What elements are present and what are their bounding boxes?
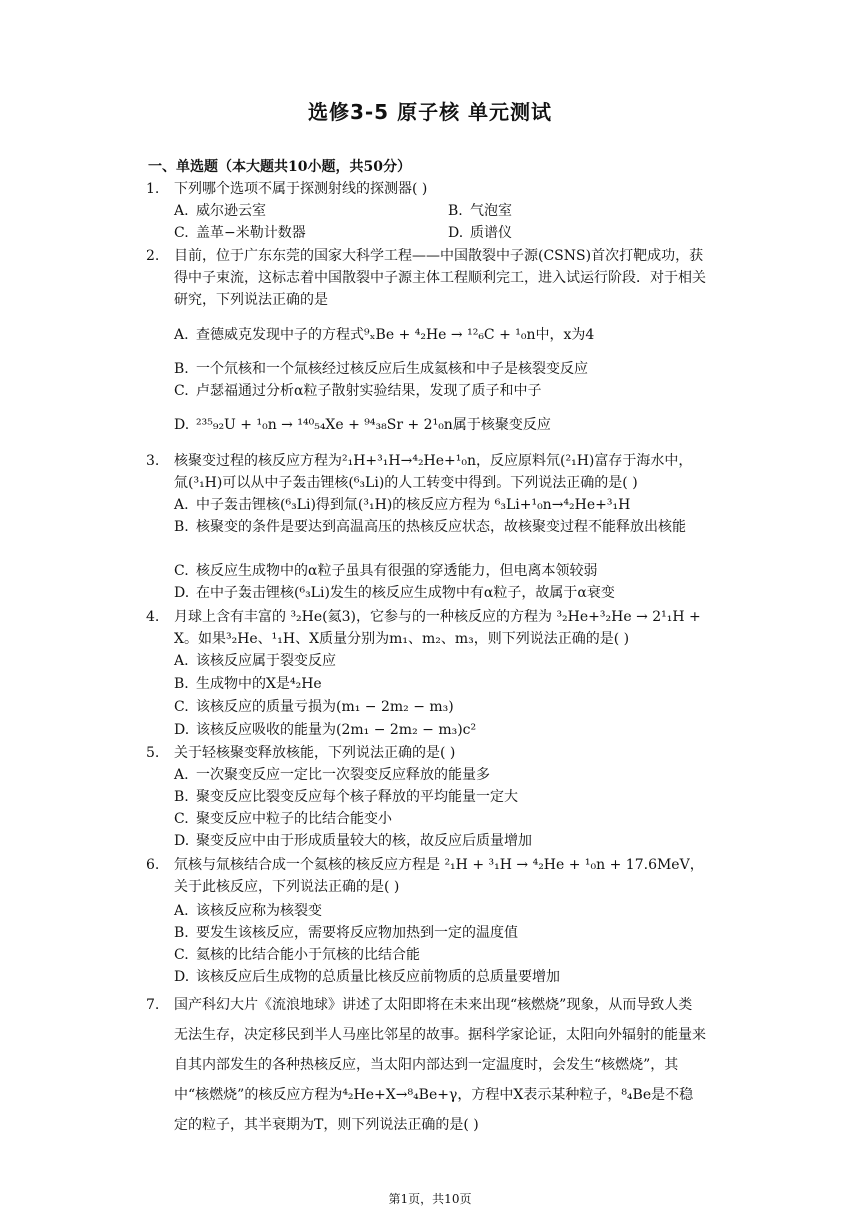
question-number: 4. bbox=[146, 609, 160, 625]
option-text: 聚变反应比裂变反应每个核子释放的平均能量一定大 bbox=[196, 789, 518, 805]
option-b: B. 要发生该核反应，需要将反应物加热到一定的温度值 bbox=[174, 925, 518, 941]
question-number: 3. bbox=[146, 453, 160, 469]
option-text: 查德威克发现中子的方程式⁹ₓBe + ⁴₂He → ¹²₆C + ¹₀n中，x为4 bbox=[196, 327, 595, 343]
option-text: 聚变反应中由于形成质量较大的核，故反应后质量增加 bbox=[196, 833, 532, 849]
option-d: D. 该核反应后生成物的总质量比核反应前物质的总质量要增加 bbox=[174, 969, 560, 985]
question-number: 7. bbox=[146, 997, 160, 1013]
option-text: 该核反应的质量亏损为(m₁ − 2m₂ − m₃) bbox=[196, 699, 454, 715]
section-heading: 一、单选题（本大题共10小题，共50分） bbox=[148, 159, 411, 175]
question-stem: 下列哪个选项不属于探测射线的探测器( ) bbox=[174, 181, 428, 197]
question-stem: 氘核与氚核结合成一个氦核的核反应方程是 ²₁H + ³₁H → ⁴₂He + ¹₀n + 17.6MeV，关于此核反应，下列说法正确的是( ) bbox=[174, 857, 704, 895]
option-text: 生成物中的X是⁴₂He bbox=[196, 676, 322, 692]
option-a: A. 查德威克发现中子的方程式⁹ₓBe + ⁴₂He → ¹²₆C + ¹₀n中，x为4 bbox=[174, 327, 595, 343]
question-7 bbox=[146, 990, 706, 1140]
option-a: A. 该核反应称为核裂变 bbox=[174, 903, 322, 919]
option-text: 该核反应称为核裂变 bbox=[196, 903, 322, 919]
option-c: C. 核反应生成物中的α粒子虽具有很强的穿透能力，但电离本领较弱 bbox=[174, 563, 598, 579]
question-number: 1. bbox=[146, 181, 160, 197]
option-text: 一个氘核和一个氚核经过核反应后生成氦核和中子是核裂变反应 bbox=[196, 361, 588, 377]
option-a: A. 威尔逊云室 bbox=[174, 203, 266, 219]
option-text: 在中子轰击锂核(⁶₃Li)发生的核反应生成物中有α粒子，故属于α衰变 bbox=[196, 585, 615, 601]
question-2 bbox=[146, 245, 706, 311]
question-stem: 月球上含有丰富的 ³₂He(氦3)，它参与的一种核反应的方程为 ³₂He+³₂He → 2¹₁H + X。如果³₂He、¹₁H、X质量分别为m₁、m₂、m₃，则下列说法正确的是( ) bbox=[174, 609, 701, 647]
option-b: B. 生成物中的X是⁴₂He bbox=[174, 676, 322, 692]
option-b: B. 气泡室 bbox=[448, 203, 512, 219]
option-d: D. 在中子轰击锂核(⁶₃Li)发生的核反应生成物中有α粒子，故属于α衰变 bbox=[174, 585, 615, 601]
option-text: 一次聚变反应一定比一次裂变反应释放的能量多 bbox=[196, 767, 490, 783]
option-text: 质谱仪 bbox=[470, 225, 512, 241]
page-title: 选修3-5 原子核 单元测试 bbox=[307, 100, 553, 124]
option-b: B. 一个氘核和一个氚核经过核反应后生成氦核和中子是核裂变反应 bbox=[174, 361, 588, 377]
option-d: D. 该核反应吸收的能量为(2m₁ − 2m₂ − m₃)c² bbox=[174, 722, 477, 738]
option-text: 该核反应后生成物的总质量比核反应前物质的总质量要增加 bbox=[196, 969, 560, 985]
option-d: D. 聚变反应中由于形成质量较大的核，故反应后质量增加 bbox=[174, 833, 532, 849]
option-text: 气泡室 bbox=[470, 203, 512, 219]
option-text: 卢瑟福通过分析α粒子散射实验结果，发现了质子和中子 bbox=[196, 383, 542, 399]
question-6 bbox=[146, 854, 706, 898]
option-text: 要发生该核反应，需要将反应物加热到一定的温度值 bbox=[196, 925, 518, 941]
question-number: 5. bbox=[146, 745, 160, 761]
question-1 bbox=[146, 178, 706, 200]
page-footer: 第1页，共10页 bbox=[388, 1192, 472, 1206]
option-a: A. 一次聚变反应一定比一次裂变反应释放的能量多 bbox=[174, 767, 490, 783]
option-text: 威尔逊云室 bbox=[196, 203, 266, 219]
option-c: C. 卢瑟福通过分析α粒子散射实验结果，发现了质子和中子 bbox=[174, 383, 542, 399]
option-text: 中子轰击锂核(⁶₃Li)得到氚(³₁H)的核反应方程为 ⁶₃Li+¹₀n→⁴₂He+³₁H bbox=[196, 497, 631, 513]
question-stem: 国产科幻大片《流浪地球》讲述了太阳即将在未来出现“核燃烧”现象，从而导致人类无法生存，决定移民到半人马座比邻星的故事。据科学家论证，太阳向外辐射的能量来自其内部发生的各种热核反应，当太阳内部达到一定温度时，会发生“核燃烧”，其中“核燃烧”的核反应方程为⁴₂He+X→⁸₄Be+γ，方程中X表示某种粒子，⁸₄Be是不稳定的粒子，其半衰期为T，则下列说法正确的是( ) bbox=[174, 997, 706, 1133]
option-text: 核反应生成物中的α粒子虽具有很强的穿透能力，但电离本领较弱 bbox=[196, 563, 598, 579]
option-b: B. 聚变反应比裂变反应每个核子释放的平均能量一定大 bbox=[174, 789, 518, 805]
question-number: 2. bbox=[146, 248, 160, 264]
option-d: D. ²³⁵₉₂U + ¹₀n → ¹⁴⁰₅₄Xe + ⁹⁴₃₈Sr + 2¹₀n属于核聚变反应 bbox=[174, 417, 551, 433]
option-d: D. 质谱仪 bbox=[448, 225, 512, 241]
option-text: 核聚变的条件是要达到高温高压的热核反应状态，故核聚变过程不能释放出核能 bbox=[196, 519, 686, 535]
option-text: 该核反应吸收的能量为(2m₁ − 2m₂ − m₃)c² bbox=[196, 722, 477, 738]
option-text: 聚变反应中粒子的比结合能变小 bbox=[196, 811, 392, 827]
option-a: A. 该核反应属于裂变反应 bbox=[174, 653, 336, 669]
option-c: C. 氦核的比结合能小于氘核的比结合能 bbox=[174, 947, 420, 963]
option-c: C. 聚变反应中粒子的比结合能变小 bbox=[174, 811, 392, 827]
option-b: B. 核聚变的条件是要达到高温高压的热核反应状态，故核聚变过程不能释放出核能 bbox=[174, 519, 686, 535]
question-number: 6. bbox=[146, 857, 160, 873]
option-c: C. 该核反应的质量亏损为(m₁ − 2m₂ − m₃) bbox=[174, 699, 454, 715]
question-4 bbox=[146, 606, 706, 650]
question-5 bbox=[146, 742, 706, 764]
option-text: 氦核的比结合能小于氘核的比结合能 bbox=[196, 947, 420, 963]
question-3 bbox=[146, 450, 706, 494]
option-c: C. 盖革−米勒计数器 bbox=[174, 225, 306, 241]
option-a: A. 中子轰击锂核(⁶₃Li)得到氚(³₁H)的核反应方程为 ⁶₃Li+¹₀n→⁴₂He+³₁H bbox=[174, 497, 631, 513]
question-stem: 关于轻核聚变释放核能，下列说法正确的是( ) bbox=[174, 745, 456, 761]
option-text: 盖革−米勒计数器 bbox=[196, 225, 306, 241]
question-stem: 目前，位于广东东莞的国家大科学工程——中国散裂中子源(CSNS)首次打靶成功，获得中子束流，这标志着中国散裂中子源主体工程顺利完工，进入试运行阶段．对于相关研究，下列说法正确的是 bbox=[174, 248, 706, 308]
option-text: ²³⁵₉₂U + ¹₀n → ¹⁴⁰₅₄Xe + ⁹⁴₃₈Sr + 2¹₀n属于核聚变反应 bbox=[196, 417, 551, 433]
option-text: 该核反应属于裂变反应 bbox=[196, 653, 336, 669]
question-stem: 核聚变过程的核反应方程为²₁H+³₁H→⁴₂He+¹₀n，反应原料氘(²₁H)富存于海水中，氚(³₁H)可以从中子轰击锂核(⁶₃Li)的人工转变中得到。下列说法正确的是( ) bbox=[174, 453, 693, 491]
